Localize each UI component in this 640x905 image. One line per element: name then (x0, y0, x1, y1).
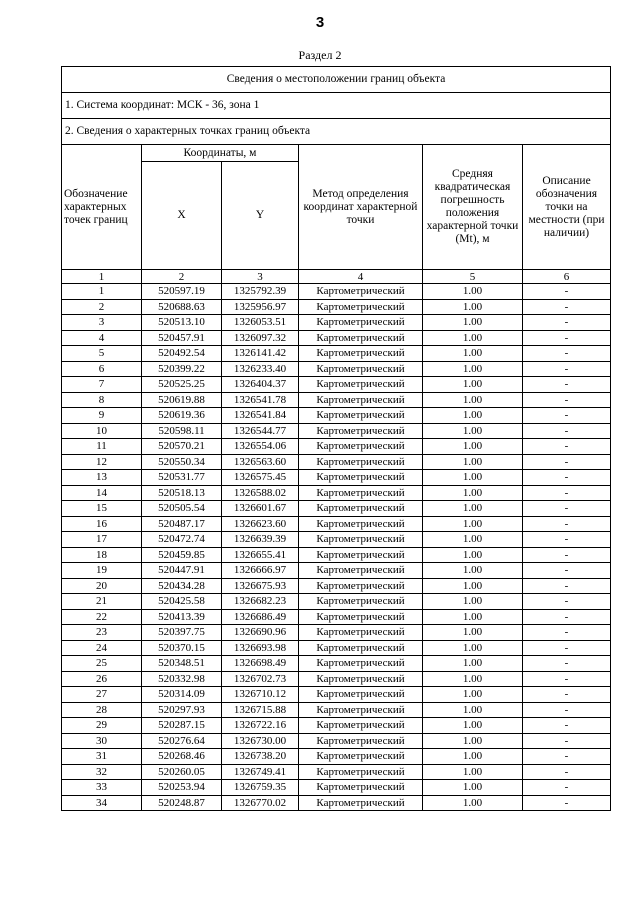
error-cell: 1.00 (423, 330, 523, 346)
method-cell: Картометрический (299, 795, 423, 811)
column-number: 6 (523, 270, 611, 284)
table-row (62, 609, 611, 625)
point-number-cell: 1 (62, 284, 142, 300)
description-cell: - (523, 671, 611, 687)
method-cell: Картометрический (299, 516, 423, 532)
point-number-cell: 8 (62, 392, 142, 408)
column-number-row (62, 270, 611, 284)
table-row (62, 640, 611, 656)
method-cell: Картометрический (299, 733, 423, 749)
x-coordinate-cell: 520505.54 (142, 501, 222, 517)
error-cell: 1.00 (423, 377, 523, 393)
error-cell: 1.00 (423, 764, 523, 780)
header-y: Y (222, 162, 299, 270)
y-coordinate-cell: 1326702.73 (222, 671, 299, 687)
table-title-row (62, 67, 611, 93)
table-row (62, 284, 611, 300)
error-cell: 1.00 (423, 547, 523, 563)
coord-system-row (62, 93, 611, 119)
x-coordinate-cell: 520457.91 (142, 330, 222, 346)
error-cell: 1.00 (423, 439, 523, 455)
point-number-cell: 24 (62, 640, 142, 656)
method-cell: Картометрический (299, 718, 423, 734)
header-designation: Обозначение характерных точек границ (62, 145, 142, 270)
description-cell: - (523, 330, 611, 346)
error-cell: 1.00 (423, 563, 523, 579)
x-coordinate-cell: 520492.54 (142, 346, 222, 362)
point-number-cell: 25 (62, 656, 142, 672)
description-cell: - (523, 485, 611, 501)
y-coordinate-cell: 1326770.02 (222, 795, 299, 811)
y-coordinate-cell: 1326601.67 (222, 501, 299, 517)
description-cell: - (523, 687, 611, 703)
y-coordinate-cell: 1326544.77 (222, 423, 299, 439)
error-cell: 1.00 (423, 656, 523, 672)
method-cell: Картометрический (299, 780, 423, 796)
x-coordinate-cell: 520570.21 (142, 439, 222, 455)
table-title: Сведения о местоположении границ объекта (62, 67, 611, 93)
method-cell: Картометрический (299, 377, 423, 393)
table-row (62, 718, 611, 734)
x-coordinate-cell: 520314.09 (142, 687, 222, 703)
y-coordinate-cell: 1326730.00 (222, 733, 299, 749)
y-coordinate-cell: 1326141.42 (222, 346, 299, 362)
point-number-cell: 7 (62, 377, 142, 393)
description-cell: - (523, 346, 611, 362)
column-number: 4 (299, 270, 423, 284)
point-number-cell: 27 (62, 687, 142, 703)
x-coordinate-cell: 520253.94 (142, 780, 222, 796)
error-cell: 1.00 (423, 671, 523, 687)
table-row (62, 485, 611, 501)
method-cell: Картометрический (299, 423, 423, 439)
error-cell: 1.00 (423, 408, 523, 424)
x-coordinate-cell: 520472.74 (142, 532, 222, 548)
x-coordinate-cell: 520434.28 (142, 578, 222, 594)
x-coordinate-cell: 520413.39 (142, 609, 222, 625)
y-coordinate-cell: 1325792.39 (222, 284, 299, 300)
x-coordinate-cell: 520619.36 (142, 408, 222, 424)
y-coordinate-cell: 1326759.35 (222, 780, 299, 796)
error-cell: 1.00 (423, 718, 523, 734)
method-cell: Картометрический (299, 439, 423, 455)
x-coordinate-cell: 520688.63 (142, 299, 222, 315)
error-cell: 1.00 (423, 516, 523, 532)
error-cell: 1.00 (423, 532, 523, 548)
method-cell: Картометрический (299, 640, 423, 656)
header-row-1 (62, 145, 611, 162)
error-cell: 1.00 (423, 423, 523, 439)
description-cell: - (523, 718, 611, 734)
error-cell: 1.00 (423, 485, 523, 501)
table-row (62, 439, 611, 455)
error-cell: 1.00 (423, 578, 523, 594)
section-label: Раздел 2 (298, 48, 342, 62)
point-number-cell: 18 (62, 547, 142, 563)
header-coordinates: Координаты, м (142, 145, 299, 162)
y-coordinate-cell: 1326639.39 (222, 532, 299, 548)
point-number-cell: 10 (62, 423, 142, 439)
header-error: Средняя квадратическая погрешность положения характерной точки (Mt), м (423, 145, 523, 270)
description-cell: - (523, 702, 611, 718)
description-cell: - (523, 594, 611, 610)
method-cell: Картометрический (299, 764, 423, 780)
x-coordinate-cell: 520297.93 (142, 702, 222, 718)
point-number-cell: 4 (62, 330, 142, 346)
method-cell: Картометрический (299, 532, 423, 548)
table-row (62, 733, 611, 749)
y-coordinate-cell: 1326623.60 (222, 516, 299, 532)
y-coordinate-cell: 1326588.02 (222, 485, 299, 501)
error-cell: 1.00 (423, 346, 523, 362)
point-number-cell: 29 (62, 718, 142, 734)
method-cell: Картометрический (299, 470, 423, 486)
method-cell: Картометрический (299, 330, 423, 346)
table-row (62, 749, 611, 765)
point-number-cell: 17 (62, 532, 142, 548)
x-coordinate-cell: 520487.17 (142, 516, 222, 532)
point-number-cell: 5 (62, 346, 142, 362)
table-row (62, 315, 611, 331)
description-cell: - (523, 470, 611, 486)
description-cell: - (523, 625, 611, 641)
method-cell: Картометрический (299, 299, 423, 315)
description-cell: - (523, 578, 611, 594)
description-cell: - (523, 408, 611, 424)
x-coordinate-cell: 520332.98 (142, 671, 222, 687)
y-coordinate-cell: 1326541.84 (222, 408, 299, 424)
table-row (62, 501, 611, 517)
error-cell: 1.00 (423, 733, 523, 749)
description-cell: - (523, 563, 611, 579)
point-number-cell: 22 (62, 609, 142, 625)
description-cell: - (523, 780, 611, 796)
table-row (62, 563, 611, 579)
y-coordinate-cell: 1326575.45 (222, 470, 299, 486)
method-cell: Картометрический (299, 671, 423, 687)
point-number-cell: 12 (62, 454, 142, 470)
point-number-cell: 28 (62, 702, 142, 718)
description-cell: - (523, 795, 611, 811)
error-cell: 1.00 (423, 315, 523, 331)
error-cell: 1.00 (423, 795, 523, 811)
point-number-cell: 14 (62, 485, 142, 501)
point-number-cell: 19 (62, 563, 142, 579)
y-coordinate-cell: 1326554.06 (222, 439, 299, 455)
y-coordinate-cell: 1326404.37 (222, 377, 299, 393)
x-coordinate-cell: 520619.88 (142, 392, 222, 408)
table-row (62, 346, 611, 362)
coord-system-text: 1. Система координат: МСК - 36, зона 1 (62, 93, 611, 119)
x-coordinate-cell: 520459.85 (142, 547, 222, 563)
points-title-row (62, 119, 611, 145)
x-coordinate-cell: 520248.87 (142, 795, 222, 811)
table-row (62, 671, 611, 687)
error-cell: 1.00 (423, 702, 523, 718)
table-row (62, 780, 611, 796)
error-cell: 1.00 (423, 749, 523, 765)
x-coordinate-cell: 520276.64 (142, 733, 222, 749)
method-cell: Картометрический (299, 361, 423, 377)
error-cell: 1.00 (423, 594, 523, 610)
description-cell: - (523, 749, 611, 765)
y-coordinate-cell: 1325956.97 (222, 299, 299, 315)
x-coordinate-cell: 520525.25 (142, 377, 222, 393)
y-coordinate-cell: 1326682.23 (222, 594, 299, 610)
description-cell: - (523, 284, 611, 300)
point-number-cell: 21 (62, 594, 142, 610)
method-cell: Картометрический (299, 284, 423, 300)
method-cell: Картометрический (299, 485, 423, 501)
error-cell: 1.00 (423, 470, 523, 486)
y-coordinate-cell: 1326686.49 (222, 609, 299, 625)
y-coordinate-cell: 1326738.20 (222, 749, 299, 765)
table-row (62, 764, 611, 780)
method-cell: Картометрический (299, 578, 423, 594)
method-cell: Картометрический (299, 501, 423, 517)
table-row (62, 594, 611, 610)
header-method: Метод определения координат характерной точки (299, 145, 423, 270)
method-cell: Картометрический (299, 594, 423, 610)
error-cell: 1.00 (423, 625, 523, 641)
method-cell: Картометрический (299, 702, 423, 718)
table-row (62, 423, 611, 439)
y-coordinate-cell: 1326690.96 (222, 625, 299, 641)
description-cell: - (523, 764, 611, 780)
table-row (62, 625, 611, 641)
description-cell: - (523, 377, 611, 393)
method-cell: Картометрический (299, 547, 423, 563)
table-row (62, 687, 611, 703)
method-cell: Картометрический (299, 315, 423, 331)
header-x: X (142, 162, 222, 270)
column-number: 2 (142, 270, 222, 284)
point-number-cell: 16 (62, 516, 142, 532)
table-row (62, 470, 611, 486)
x-coordinate-cell: 520260.05 (142, 764, 222, 780)
x-coordinate-cell: 520513.10 (142, 315, 222, 331)
description-cell: - (523, 656, 611, 672)
error-cell: 1.00 (423, 780, 523, 796)
table-row (62, 454, 611, 470)
error-cell: 1.00 (423, 687, 523, 703)
point-number-cell: 32 (62, 764, 142, 780)
column-number: 3 (222, 270, 299, 284)
error-cell: 1.00 (423, 284, 523, 300)
column-number: 1 (62, 270, 142, 284)
method-cell: Картометрический (299, 656, 423, 672)
point-number-cell: 13 (62, 470, 142, 486)
y-coordinate-cell: 1326563.60 (222, 454, 299, 470)
method-cell: Картометрический (299, 749, 423, 765)
table-row (62, 795, 611, 811)
boundary-points-table (61, 66, 611, 811)
y-coordinate-cell: 1326541.78 (222, 392, 299, 408)
y-coordinate-cell: 1326675.93 (222, 578, 299, 594)
x-coordinate-cell: 520399.22 (142, 361, 222, 377)
method-cell: Картометрический (299, 408, 423, 424)
x-coordinate-cell: 520518.13 (142, 485, 222, 501)
method-cell: Картометрический (299, 563, 423, 579)
x-coordinate-cell: 520370.15 (142, 640, 222, 656)
table-row (62, 377, 611, 393)
y-coordinate-cell: 1326666.97 (222, 563, 299, 579)
error-cell: 1.00 (423, 501, 523, 517)
description-cell: - (523, 501, 611, 517)
x-coordinate-cell: 520447.91 (142, 563, 222, 579)
x-coordinate-cell: 520287.15 (142, 718, 222, 734)
y-coordinate-cell: 1326715.88 (222, 702, 299, 718)
x-coordinate-cell: 520425.58 (142, 594, 222, 610)
x-coordinate-cell: 520598.11 (142, 423, 222, 439)
point-number-cell: 34 (62, 795, 142, 811)
error-cell: 1.00 (423, 361, 523, 377)
method-cell: Картометрический (299, 625, 423, 641)
description-cell: - (523, 392, 611, 408)
point-number-cell: 23 (62, 625, 142, 641)
description-cell: - (523, 439, 611, 455)
column-number: 5 (423, 270, 523, 284)
page-number: 3 (315, 14, 325, 31)
y-coordinate-cell: 1326710.12 (222, 687, 299, 703)
method-cell: Картометрический (299, 687, 423, 703)
point-number-cell: 30 (62, 733, 142, 749)
table-row (62, 516, 611, 532)
points-title-text: 2. Сведения о характерных точках границ объекта (62, 119, 611, 145)
point-number-cell: 2 (62, 299, 142, 315)
error-cell: 1.00 (423, 299, 523, 315)
y-coordinate-cell: 1326693.98 (222, 640, 299, 656)
description-cell: - (523, 640, 611, 656)
table-row (62, 330, 611, 346)
description-cell: - (523, 733, 611, 749)
x-coordinate-cell: 520550.34 (142, 454, 222, 470)
table-row (62, 299, 611, 315)
point-number-cell: 11 (62, 439, 142, 455)
point-number-cell: 26 (62, 671, 142, 687)
description-cell: - (523, 299, 611, 315)
x-coordinate-cell: 520397.75 (142, 625, 222, 641)
description-cell: - (523, 516, 611, 532)
point-number-cell: 3 (62, 315, 142, 331)
description-cell: - (523, 532, 611, 548)
point-number-cell: 6 (62, 361, 142, 377)
table-row (62, 578, 611, 594)
y-coordinate-cell: 1326097.32 (222, 330, 299, 346)
method-cell: Картометрический (299, 346, 423, 362)
error-cell: 1.00 (423, 454, 523, 470)
point-number-cell: 31 (62, 749, 142, 765)
point-number-cell: 33 (62, 780, 142, 796)
table-row (62, 702, 611, 718)
point-number-cell: 20 (62, 578, 142, 594)
error-cell: 1.00 (423, 640, 523, 656)
point-number-cell: 9 (62, 408, 142, 424)
description-cell: - (523, 315, 611, 331)
table-row (62, 532, 611, 548)
description-cell: - (523, 423, 611, 439)
table-row (62, 656, 611, 672)
error-cell: 1.00 (423, 392, 523, 408)
table-row (62, 392, 611, 408)
point-number-cell: 15 (62, 501, 142, 517)
method-cell: Картометрический (299, 392, 423, 408)
y-coordinate-cell: 1326233.40 (222, 361, 299, 377)
x-coordinate-cell: 520268.46 (142, 749, 222, 765)
y-coordinate-cell: 1326053.51 (222, 315, 299, 331)
y-coordinate-cell: 1326698.49 (222, 656, 299, 672)
description-cell: - (523, 361, 611, 377)
method-cell: Картометрический (299, 609, 423, 625)
method-cell: Картометрический (299, 454, 423, 470)
error-cell: 1.00 (423, 609, 523, 625)
header-description: Описание обозначения точки на местности (при наличии) (523, 145, 611, 270)
x-coordinate-cell: 520348.51 (142, 656, 222, 672)
y-coordinate-cell: 1326655.41 (222, 547, 299, 563)
x-coordinate-cell: 520531.77 (142, 470, 222, 486)
y-coordinate-cell: 1326722.16 (222, 718, 299, 734)
table-row (62, 547, 611, 563)
x-coordinate-cell: 520597.19 (142, 284, 222, 300)
description-cell: - (523, 454, 611, 470)
table-row (62, 361, 611, 377)
y-coordinate-cell: 1326749.41 (222, 764, 299, 780)
description-cell: - (523, 609, 611, 625)
description-cell: - (523, 547, 611, 563)
table-row (62, 408, 611, 424)
